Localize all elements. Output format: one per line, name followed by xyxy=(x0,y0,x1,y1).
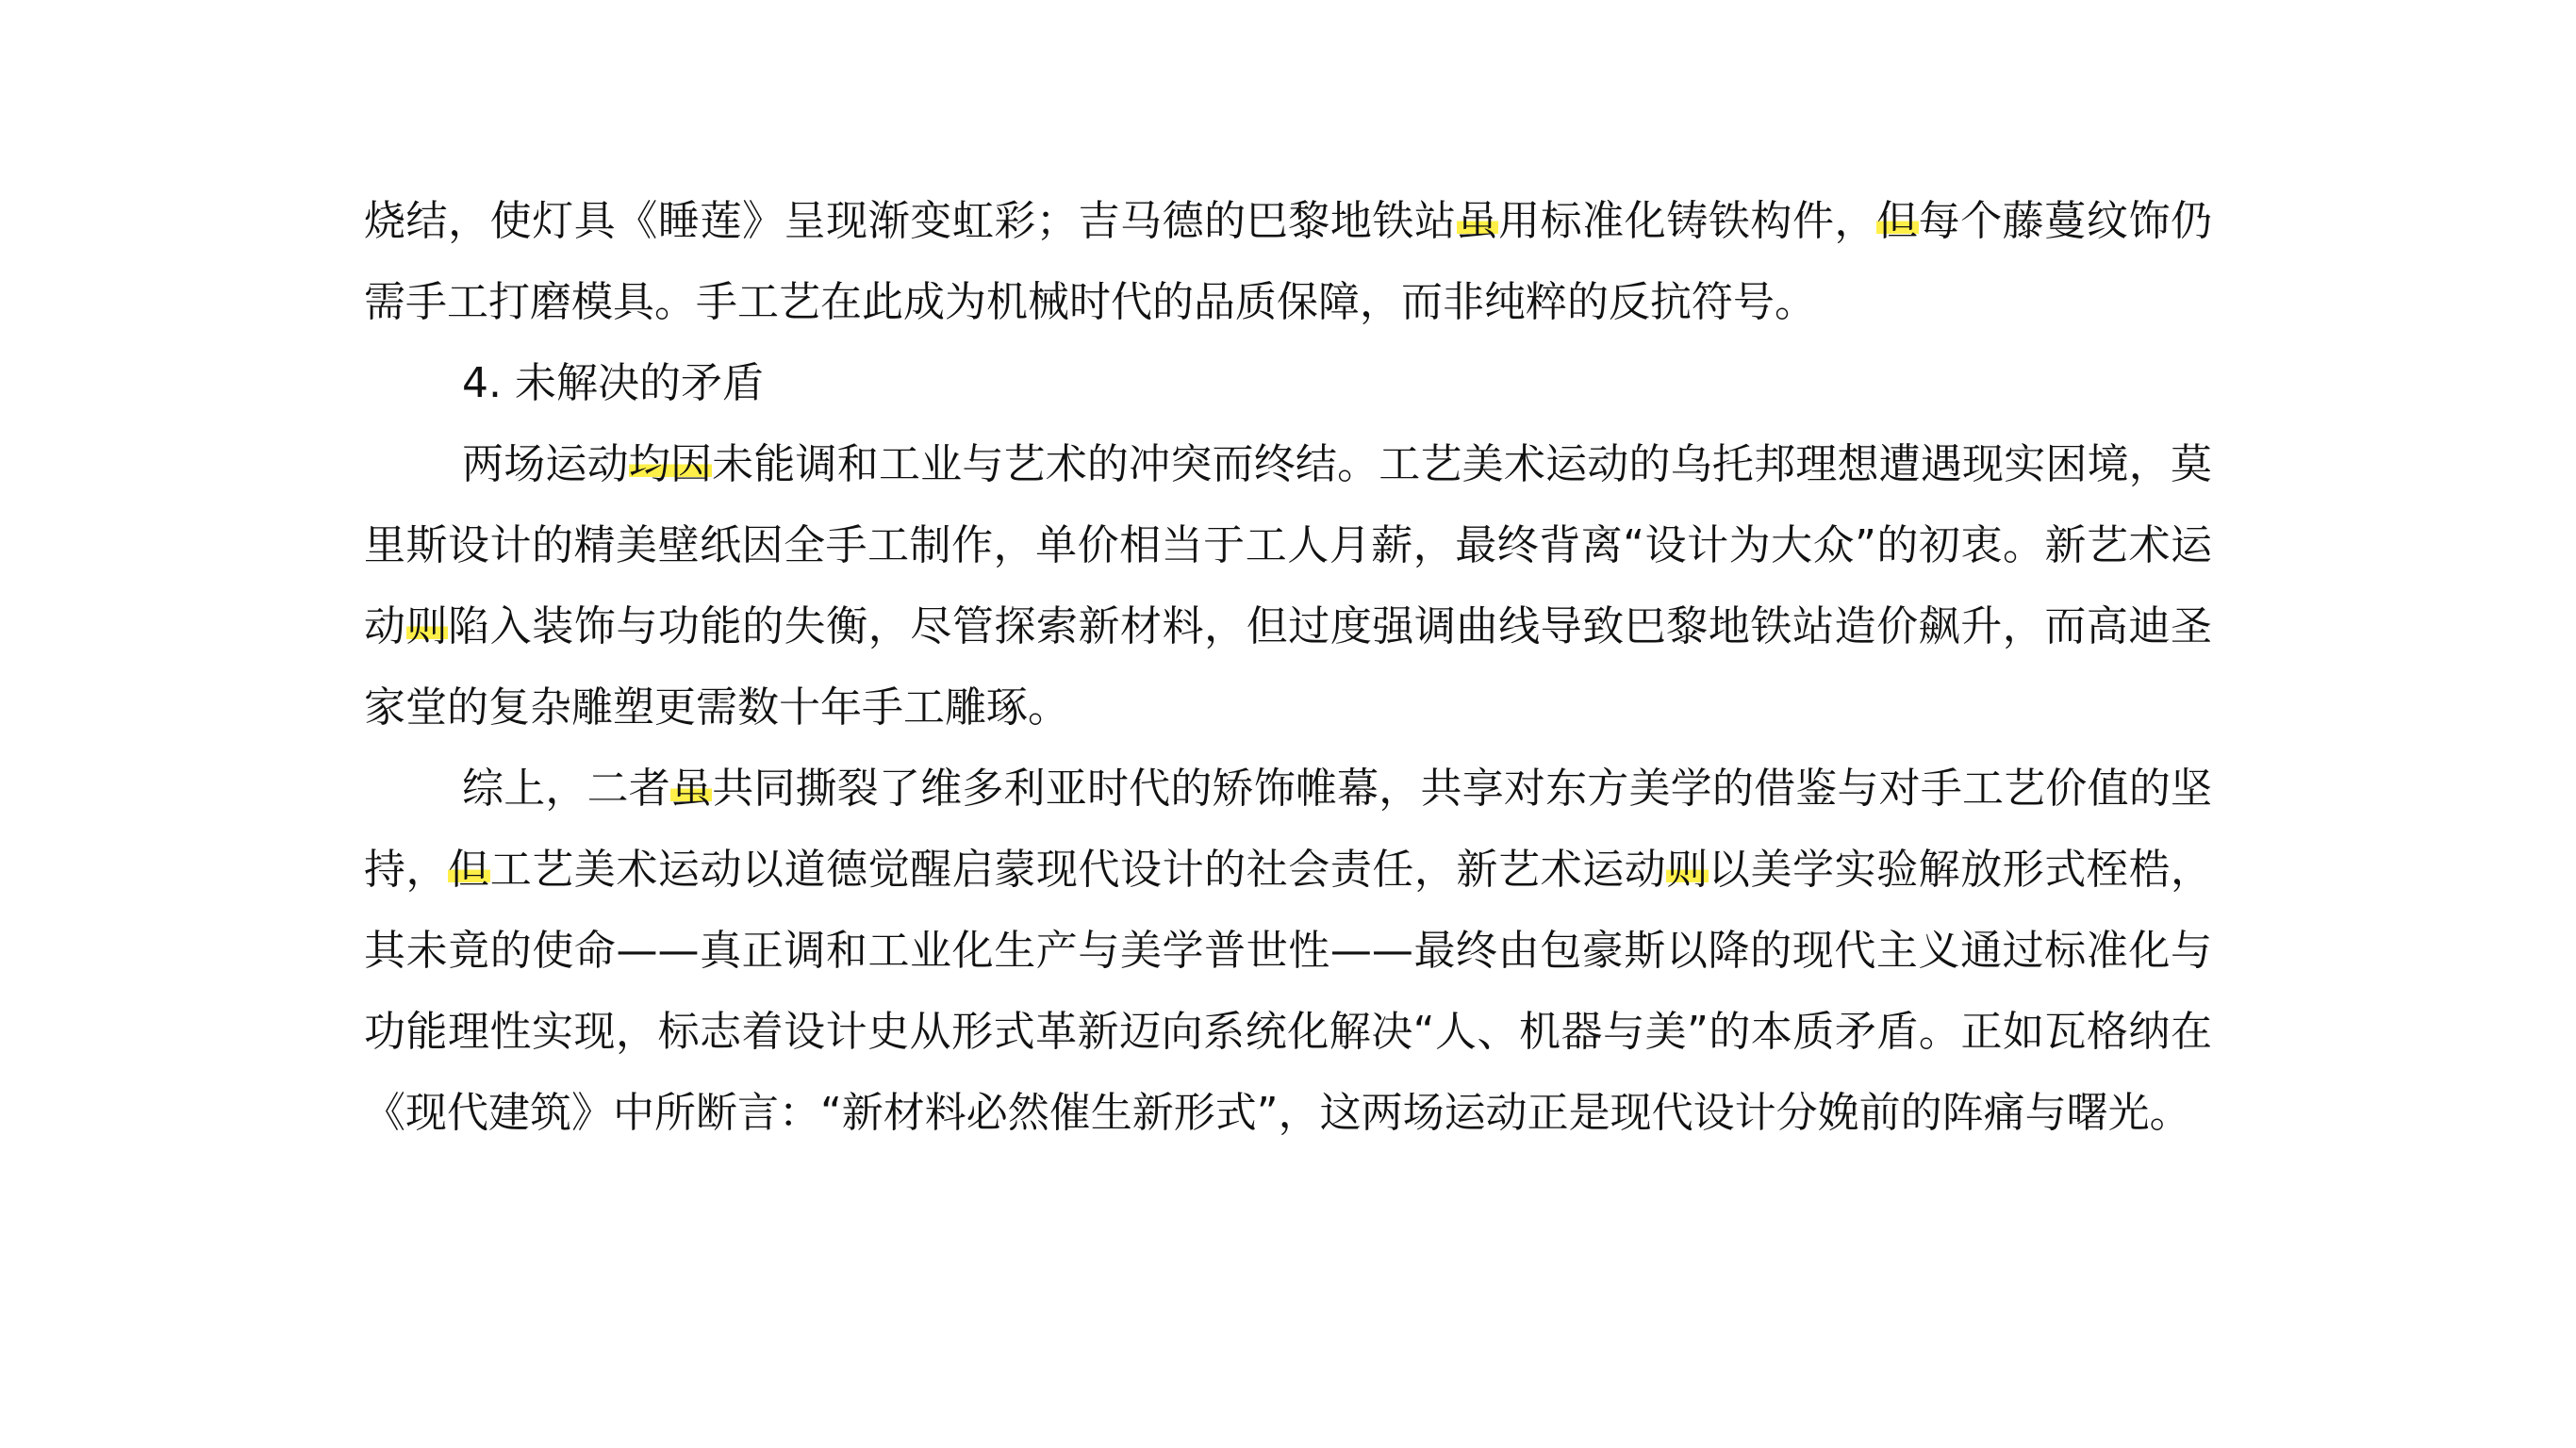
highlighted-word: 虽 xyxy=(1456,197,1499,245)
highlighted-word: 则 xyxy=(1666,846,1709,894)
text-segment: 每个藤蔓纹饰仍需手工打磨模具。手工艺在此成为机械时代的品质保障，而非纯粹的反抗符号。 xyxy=(364,197,2213,326)
paragraph-conclusion xyxy=(364,749,2212,1154)
text-segment: 以美学实验解放形式桎梏，其未竟的使命——真正调和工业化生产与美学普世性——最终由包豪斯以降的现代主义通过标准化与功能理性实现，标志着设计史从形式革新迈向系统化解决“人、机器与美”的本质矛盾。正如瓦格纳在《现代建筑》中所断言：“新材料必然催生新形式”，这两场运动正是现代设计分娩前的阵痛与曙光。 xyxy=(364,846,2213,1137)
text-segment: 综上，二者 xyxy=(462,765,670,813)
highlighted-word: 均因 xyxy=(628,440,713,488)
paragraph-continuation xyxy=(364,181,2212,343)
text-segment: 陷入装饰与功能的失衡，尽管探索新材料，但过度强调曲线导致巴黎地铁站造价飙升，而高迪圣家堂的复杂雕塑更需数十年手工雕琢。 xyxy=(364,602,2213,732)
highlighted-word: 则 xyxy=(405,602,449,650)
text-segment: 烧结，使灯具《睡莲》呈现渐变虹彩；吉马德的巴黎地铁站 xyxy=(364,197,1457,245)
highlighted-word: 但 xyxy=(448,846,490,894)
text-segment: 未能调和工业与艺术的冲突而终结。工艺美术运动的乌托邦理想遭遇现实困境，莫里斯设计的精美壁纸因全手工制作，单价相当于工人月薪，最终背离“设计为大众”的初衷。新艺术运动 xyxy=(364,440,2212,650)
document-body xyxy=(364,181,2212,1154)
text-segment: 工艺美术运动以道德觉醒启蒙现代设计的社会责任，新艺术运动 xyxy=(489,846,1667,894)
text-segment: 两场运动 xyxy=(462,440,629,488)
highlighted-word: 但 xyxy=(1876,197,1919,245)
text-segment: 用标准化铸铁构件， xyxy=(1498,197,1877,245)
paragraph-unresolved-conflict xyxy=(364,424,2212,749)
section-heading: 4. 未解决的矛盾 xyxy=(462,359,764,407)
text-segment: 共同撕裂了维多利亚时代的矫饰帷幕，共享对东方美学的借鉴与对手工艺价值的坚持， xyxy=(364,765,2213,894)
highlighted-word: 虽 xyxy=(669,765,713,813)
